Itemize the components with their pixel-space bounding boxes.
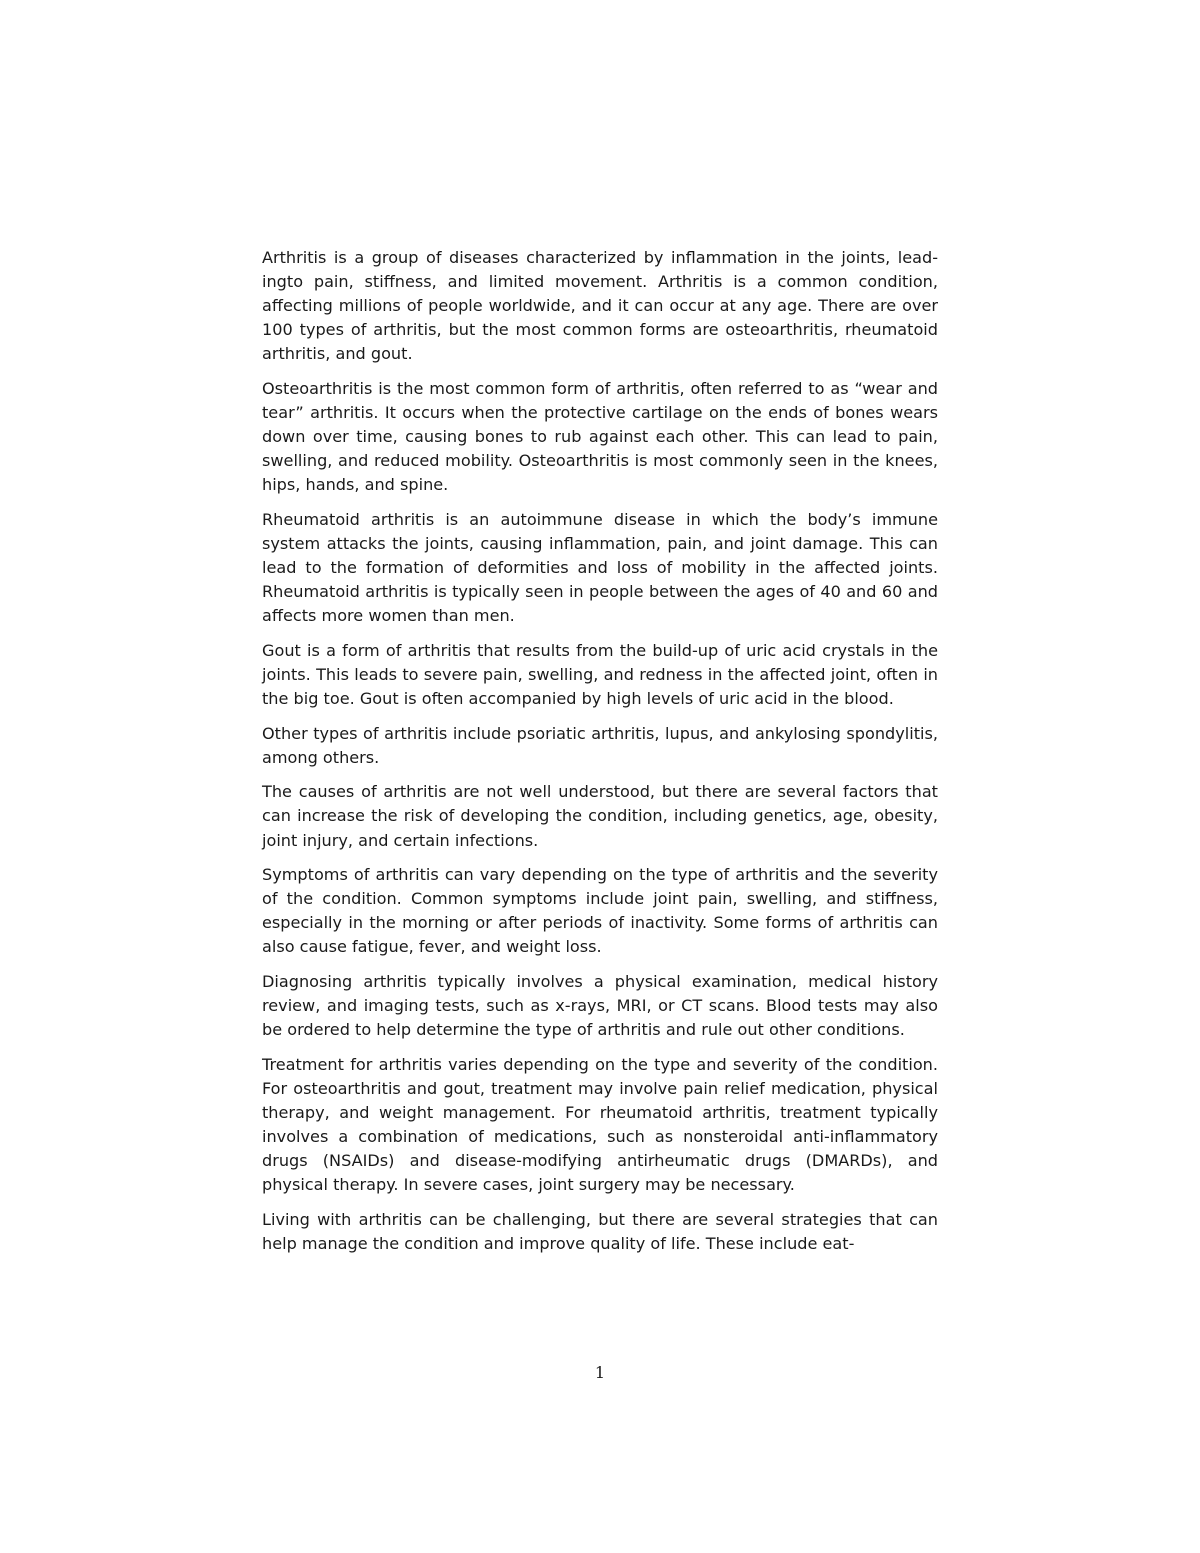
paragraph-other-types: Other types of arthritis include psoriatic arthritis, lupus, and ankylosing spondylitis, among others. xyxy=(262,723,938,767)
paragraph-symptoms: Symptoms of arthritis can vary depending on the type of arthritis and the severity of the condition. Common symptoms include joint pain, swelling, and stiffness, especially in the morning or after periods of inactivity. Some forms of arthritis can also cause fatigue, fever, and weight loss. xyxy=(262,865,938,957)
paragraph-living-with: Living with arthritis can be challenging, but there are several strategies that can help manage the condition and improve quality of life. These include eat- xyxy=(262,1209,938,1253)
paragraph-treatment: Treatment for arthritis varies depending on the type and severity of the condition. For osteoarthritis and gout, treatment may involve pain relief medication, physical therapy, and weight management. For rheumatoid arthritis, treatment typically involves a combination of medications, such as nonsteroidal anti-inflammatory drugs (NSAIDs) and disease-modifying antirheumatic drugs (DMARDs), and physical therapy. In severe cases, joint surgery may be necessary. xyxy=(262,1054,938,1195)
paragraph-osteoarthritis: Osteoarthritis is the most common form of arthritis, often referred to as “wear and tear” arthritis. It occurs when the protective cartilage on the ends of bones wears down over time, causing bones to rub against each other. This can lead to pain, swelling, and reduced mobility. Osteoarthritis is most commonly seen in the knees, hips, hands, and spine. xyxy=(262,378,938,495)
paragraph-rheumatoid: Rheumatoid arthritis is an autoimmune disease in which the body’s immune system attacks the joints, causing inflammation, pain, and joint damage. This can lead to the formation of deformities and loss of mobility in the affected joints. Rheumatoid arthritis is typically seen in people between the ages of 40 and 60 and affects more women than men. xyxy=(262,509,938,626)
paragraph-diagnosis: Diagnosing arthritis typically involves a physical examination, medical history review, and imaging tests, such as x-rays, MRI, or CT scans. Blood tests may also be ordered to help determine the type of arthritis and rule out other conditions. xyxy=(262,972,938,1040)
paragraph-causes: The causes of arthritis are not well understood, but there are several factors that can increase the risk of developing the condition, including genetics, age, obesity, joint injury, and certain infections. xyxy=(262,782,938,850)
paragraph-intro: Arthritis is a group of diseases characterized by inflammation in the joints, leadingto pain, stiffness, and limited movement. Arthritis is a common condition, affecting millions of people worldwide, and it can occur at any age. There are over 100 types of arthritis, but the most common forms are osteoarthritis, rheumatoid arthritis, and gout. xyxy=(262,248,938,364)
body-text xyxy=(262,246,938,1267)
page-number: 1 xyxy=(594,1363,606,1382)
paragraph-gout: Gout is a form of arthritis that results from the build-up of uric acid crystals in the joints. This leads to severe pain, swelling, and redness in the affected joint, often in the big toe. Gout is often accompanied by high levels of uric acid in the blood. xyxy=(262,640,938,709)
